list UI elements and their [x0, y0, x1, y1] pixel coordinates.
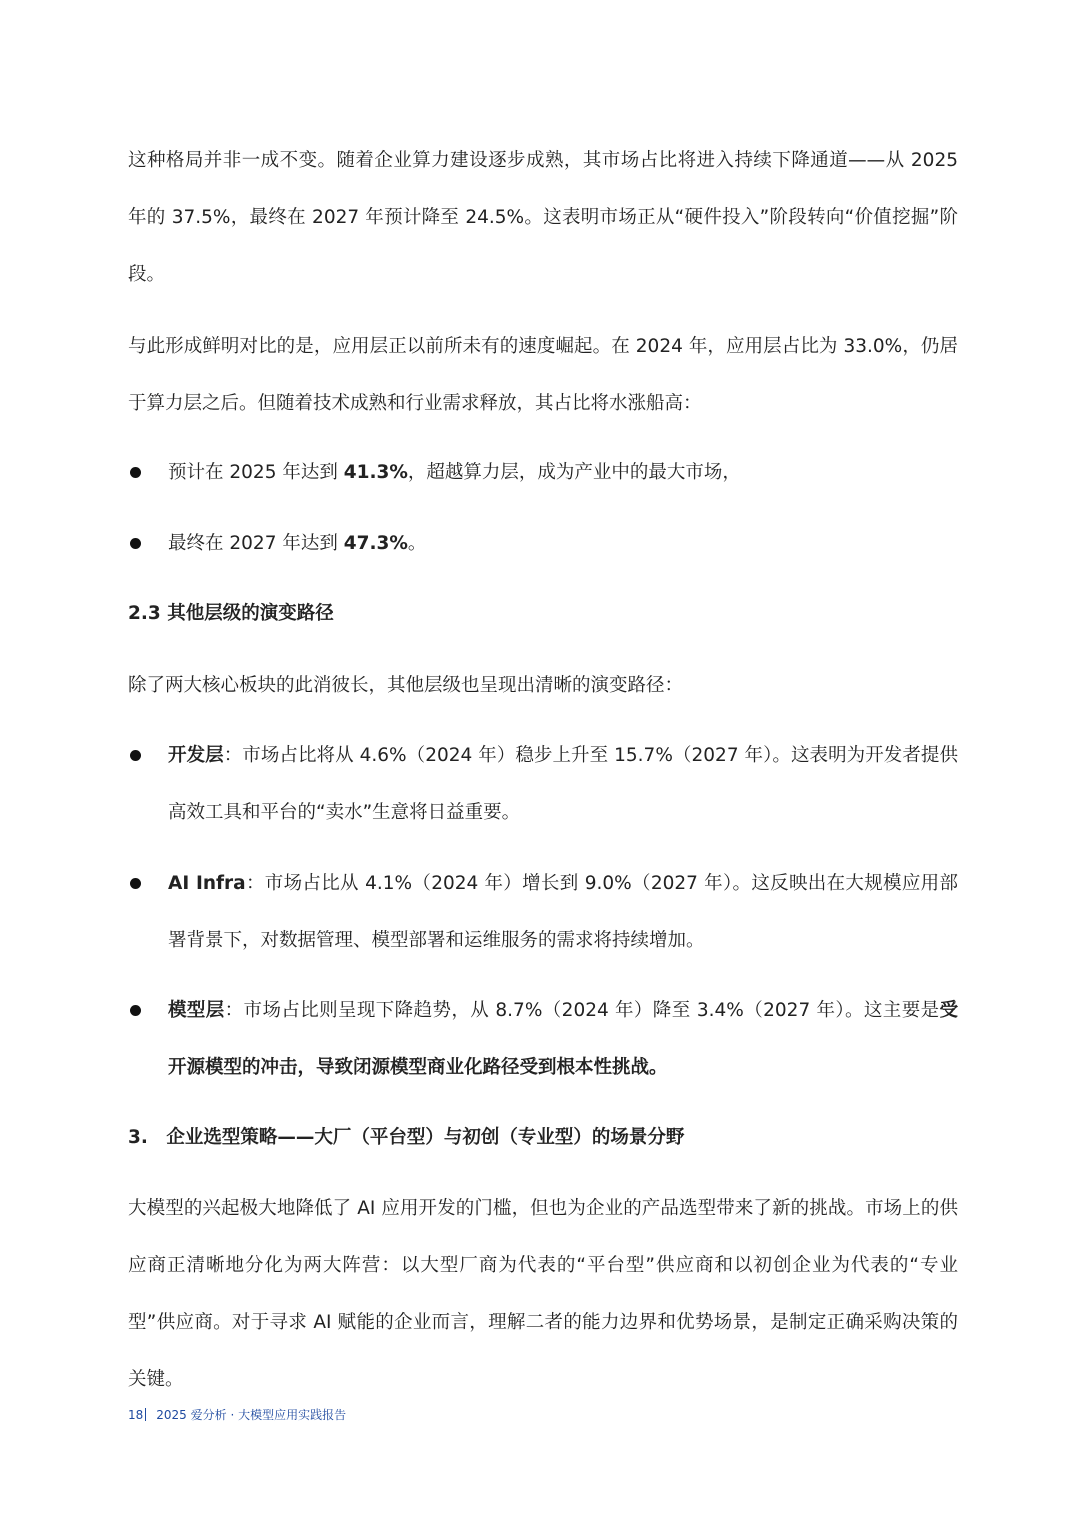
footer-divider: [145, 1408, 146, 1421]
bullet-text-post: 。: [407, 533, 427, 554]
bullet-text: [168, 727, 958, 841]
paragraph-application-rise: [128, 318, 958, 432]
paragraph-text: 这种格局并非一成不变。随着企业算力建设逐步成熟，其市场占比将进入持续下降通道——从 2025 年的 37.5%，最终在 2027 年预计降至 24.5%。这表明市场正从“硬件投入”阶段转向“价值挖掘”阶段。: [128, 150, 958, 285]
bullet-text-post: ，超越算力层，成为产业中的最大市场，: [407, 462, 741, 483]
paragraph-compute-trend: [128, 132, 958, 303]
bullet-icon: [130, 1005, 141, 1016]
paragraph-text: 除了两大核心板块的此消彼长，其他层级也呈现出清晰的演变路径：: [128, 675, 684, 696]
bullet-text-bold: 41.3%: [343, 462, 408, 483]
bullet-text: [168, 515, 958, 572]
paragraph-other-layers-intro: [128, 657, 958, 714]
bullet-text-pre: 最终在 2027 年达到: [168, 533, 344, 554]
bullet-text-bold: 47.3%: [343, 533, 408, 554]
bullet-description: ：市场占比则呈现下降趋势，从 8.7%（2024 年）降至 3.4%（2027 年）。这主要是: [224, 1000, 940, 1021]
paragraph-text: 大模型的兴起极大地降低了 AI 应用开发的门槛，但也为企业的产品选型带来了新的挑战。市场上的供应商正清晰地分化为两大阵营：以大型厂商为代表的“平台型”供应商和以初创企业为代表的“专业型”供应商。对于寻求 AI 赋能的企业而言，理解二者的能力边界和优势场景，是制定正确采购决策的关键。: [128, 1198, 958, 1390]
section-heading-3: 3. 企业选型策略——大厂（平台型）与初创（专业型）的场景分野: [128, 1127, 685, 1148]
paragraph-text: 与此形成鲜明对比的是，应用层正以前所未有的速度崛起。在 2024 年，应用层占比为 33.0%，仍居于算力层之后。但随着技术成熟和行业需求释放，其占比将水涨船高：: [128, 336, 958, 414]
bullet-term: 开发层: [168, 745, 224, 766]
bullet-icon: [130, 467, 141, 478]
bullet-description: ：市场占比将从 4.6%（2024 年）稳步上升至 15.7%（2027 年）。这表明为开发者提供高效工具和平台的“卖水”生意将日益重要。: [168, 745, 958, 823]
bullet-icon: [130, 538, 141, 549]
bullet-text: [168, 982, 958, 1096]
page-number: 18: [128, 1408, 144, 1422]
paragraph-vendor-selection: [128, 1180, 958, 1408]
bullet-term: AI Infra: [168, 873, 246, 894]
bullet-text: [168, 855, 958, 969]
bullet-emphasis: 受开源模型的冲击，导致闭源模型商业化路径受到根本性挑战。: [168, 1000, 958, 1078]
bullet-text: [168, 444, 958, 501]
footer-title: 2025 爱分析 · 大模型应用实践报告: [156, 1408, 347, 1422]
bullet-text-pre: 预计在 2025 年达到: [168, 462, 344, 483]
bullet-term: 模型层: [168, 1000, 225, 1021]
bullet-icon: [130, 878, 141, 889]
section-heading-2-3: 2.3 其他层级的演变路径: [128, 603, 334, 624]
page-footer: [128, 1406, 346, 1424]
bullet-icon: [130, 750, 141, 761]
bullet-description: ：市场占比从 4.1%（2024 年）增长到 9.0%（2027 年）。这反映出在大规模应用部署背景下，对数据管理、模型部署和运维服务的需求将持续增加。: [168, 873, 958, 951]
